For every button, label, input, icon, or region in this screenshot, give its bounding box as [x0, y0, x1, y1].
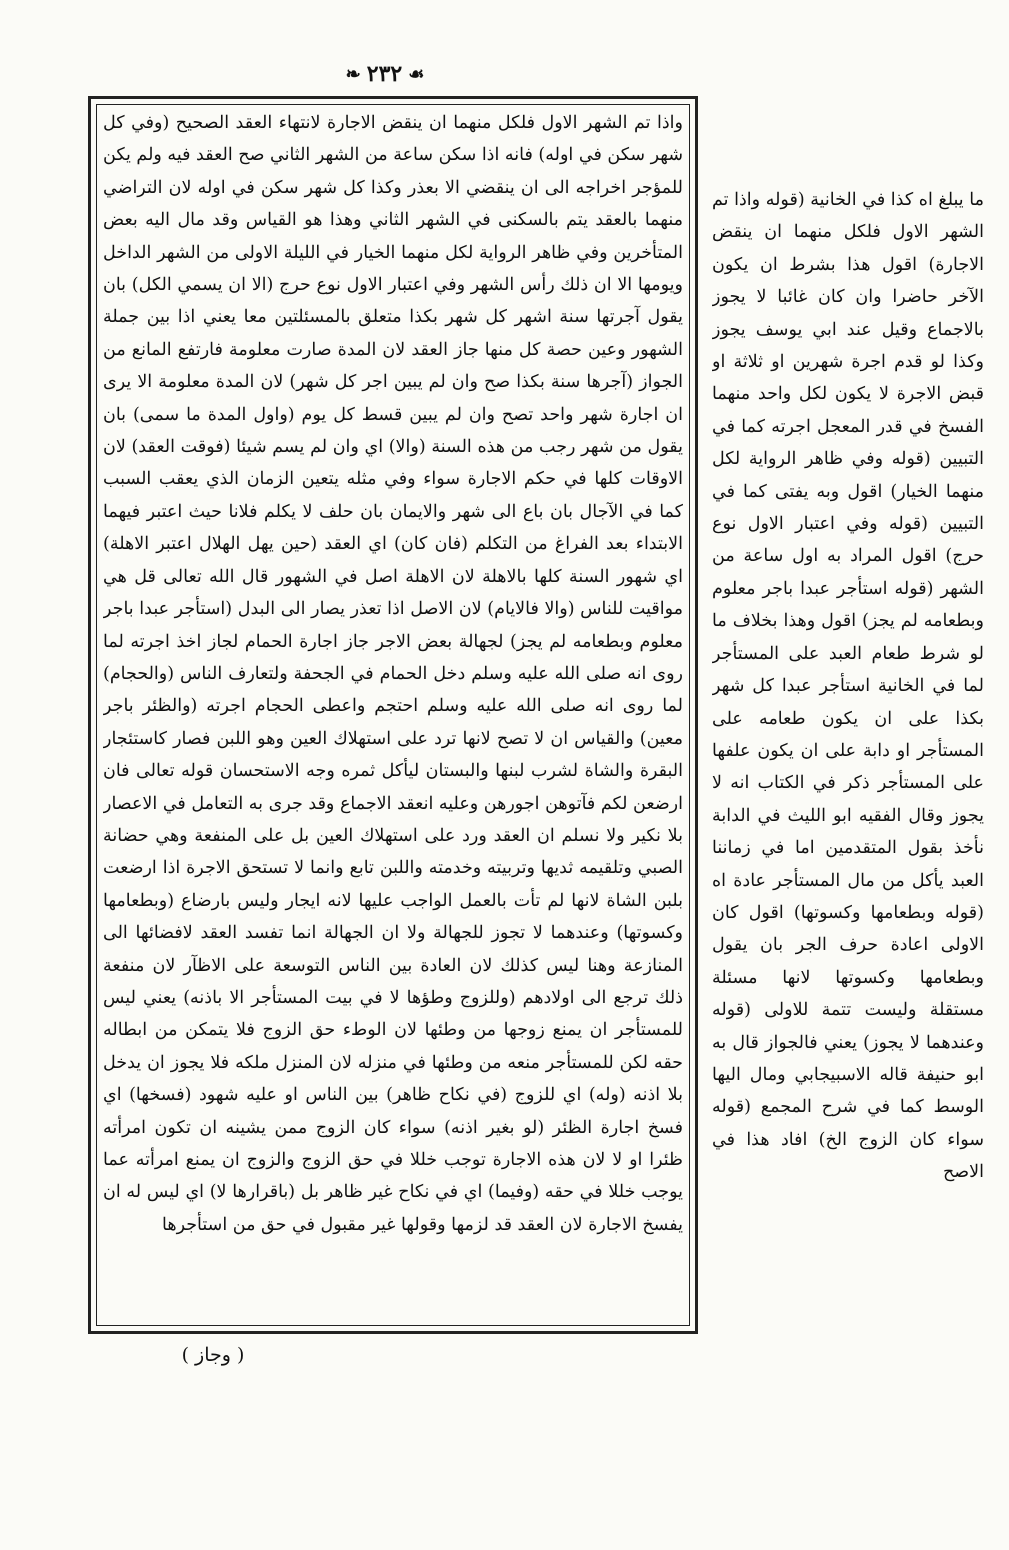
- catchword: ( وجاز ): [181, 1344, 245, 1366]
- left-ornament-icon: ❧: [345, 63, 361, 85]
- page-number-text: ٢٣٢: [366, 61, 403, 87]
- main-text-body: واذا تم الشهر الاول فلكل منهما ان ينقض الاجارة لانتهاء العقد الصحيح (وفي كل شهر سكن في اوله) فانه اذا سكن ساعة من الشهر الثاني صح العقد فيه ولم يكن للمؤجر اخراجه الى ان ينقضي الا بعذر وكذا كل شهر سكن في اوله لان التراضي منهما بالعقد يتم بالسكنى في الشهر الثاني وهذا هو القياس وقد مال اليه بعض المتأخرين وفي ظاهر الرواية لكل منهما الخيار في الليلة الاولى من الشهر الداخل ويومها الا ان ذلك رأس الشهر وفي اعتبار الاول نوع حرج (الا ان يسمي الكل) بان يقول آجرتها سنة اشهر كل شهر بكذا متعلق بالمسئلتين معا يعني اذا بين جملة الشهور وعين حصة كل منها جاز العقد لان المدة صارت معلومة فارتفع المانع من الجواز (آجرها سنة بكذا صح وان لم يبين اجر كل شهر) لان المدة معلومة الا يرى ان اجارة شهر واحد تصح وان لم يبين قسط كل يوم (واول المدة ما سمى) بان يقول من شهر رجب من هذه السنة (والا) اي وان لم يسم شيئا (فوقت العقد) لان الاوقات كلها في حكم الاجارة سواء وفي مثله يتعين الزمان الذي يعقب السبب كما في الآجال بان باع الى شهر والايمان بان حلف لا يكلم فلانا حيث اعتبر فيهما الابتداء بعد الفراغ من التكلم (فان كان) اي العقد (حين يهل الهلال اعتبر الاهلة) اي شهور السنة كلها بالاهلة لان الاهلة اصل في الشهور قال الله تعالى قل هي مواقيت للناس (والا فالايام) لان الاصل اذا تعذر يصار الى البدل (استأجر عبدا باجر معلوم وبطعامه لم يجز) لجهالة بعض الاجر جاز اجارة الحمام لجاز اخذ اجرته لما روى انه صلى الله عليه وسلم دخل الحمام في الجحفة ولتعارف الناس (والحجام) لما روى انه صلى الله عليه وسلم احتجم واعطى الحجام اجرته (والظئر باجر معين) والقياس ان لا تصح لانها ترد على استهلاك العين وهو اللبن فصار كاستئجار البقرة والشاة لشرب لبنها والبستان ليأكل ثمره وجه الاستحسان قوله تعالى فان ارضعن لكم فآتوهن اجورهن وعليه انعقد الاجماع وقد جرى به التعامل في الاعصار بلا نكير ولا نسلم ان العقد ورد على استهلاك العين بل على المنفعة وهي حضانة الصبي وتلقيمه ثديها وتربيته وخدمته واللبن تابع وانما لا تستحق الاجرة اذا ارضعت بلبن الشاة لانها لم تأت بالعمل الواجب عليها لانه ايجار وليس بارضاع (وبطعامها وكسوتها) وعندهما لا تجوز للجهالة ولا ان الجهالة انما تفسد العقد لافضائها الى المنازعة وهنا ليس كذلك لان العادة بين الناس التوسعة على الاظآر لان منفعة ذلك ترجع الى اولادهم (وللزوج وطؤها لا في بيت المستأجر الا باذنه) يعني ليس للمستأجر ان يمنع زوجها من وطئها لان الوطء حق الزوج فلا يتمكن من ابطاله حقه لكن للمستأجر منعه من وطئها في منزله لان المنزل ملكه فلا يجوز ان يدخل بلا اذنه (وله) اي للزوج (في نكاح ظاهر) بين الناس او عليه شهود (فسخها) اي فسخ اجارة الظئر (لو بغير اذنه) سواء كان الزوج ممن يشينه ان تكون امرأته ظئرا او لا لان هذه الاجارة توجب خللا في حق الزوج والزوج ان يمنع امرأته عما يوجب خللا في حقه (وفيما) اي في نكاح غير ظاهر بل (باقرارها لا) اي ليس له ان يفسخ الاجارة لان العقد قد لزمها وقولها غير مقبول في حق من استأجرها: [103, 113, 683, 1235]
- main-text-frame: [88, 96, 698, 1334]
- page-number: [330, 52, 440, 96]
- right-ornament-icon: ☙: [408, 63, 425, 85]
- margin-commentary: ما يبلغ اه كذا في الخانية (قوله واذا تم الشهر الاول فلكل منهما ان ينقض الاجارة) اقول هذا بشرط ان يكون الآخر حاضرا وان كان غائبا لا يجوز بالاجماع وقيل عند ابي يوسف يجوز وكذا لو قدم اجرة شهرين او ثلاثة او قبض الاجرة لا يكون لكل واحد منهما الفسخ في قدر المعجل اجرته كما في التبيين (قوله وفي ظاهر الرواية لكل منهما الخيار) اقول وبه يفتى كما في التبيين (قوله وفي اعتبار الاول نوع حرج) اقول المراد به اول ساعة من الشهر (قوله استأجر عبدا باجر معلوم وبطعامه لم يجز) اقول وهذا بخلاف ما لو شرط طعام العبد على المستأجر لما في الخانية استأجر عبدا كل شهر بكذا على ان يكون طعامه على المستأجر او دابة على ان يكون علفها على المستأجر ذكر في الكتاب انه لا يجوز وقال الفقيه ابو الليث في الدابة نأخذ بقول المتقدمين اما في زماننا العبد يأكل من مال المستأجر عادة اه (قوله وبطعامها وكسوتها) اقول كان الاولى اعادة حرف الجر بان يقول وبطعامها وكسوتها لانها مسئلة مستقلة وليست تتمة للاولى (قوله وعندهما لا يجوز) يعني فالجواز قال به ابو حنيفة قاله الاسبيجابي ومال اليها الوسط كما في شرح المجمع (قوله سواء كان الزوج الخ) افاد هذا في الاصح: [712, 190, 984, 1183]
